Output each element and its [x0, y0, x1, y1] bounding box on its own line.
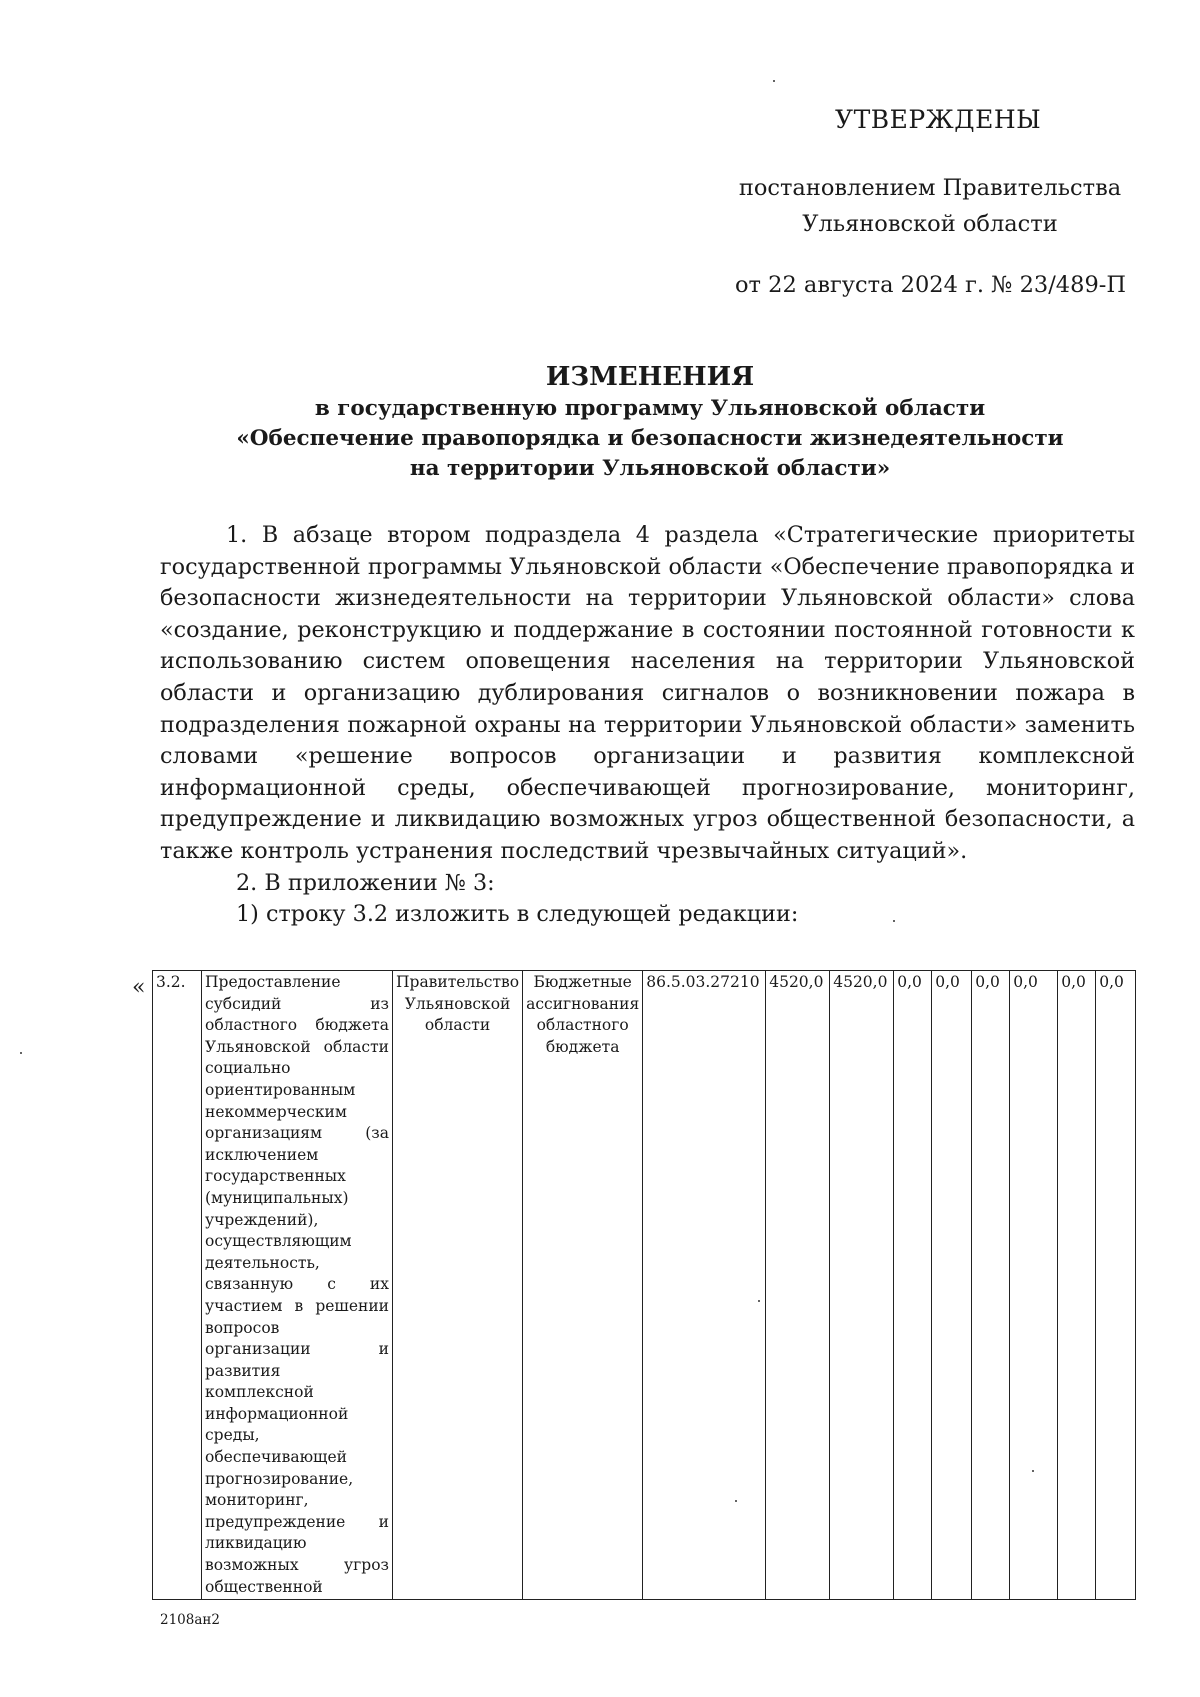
title-line-3: на территории Ульяновской области» [409, 456, 891, 481]
title-line-1: в государственную программу Ульяновской области [314, 396, 986, 421]
document-title [150, 360, 1150, 484]
row-value-year-6: 0,0 [1058, 971, 1096, 1600]
row-description: Предоставление субсидий из областного бюджета Ульяновской области социально ориентированным некоммерческим организациям (за исключением государственных (муниципальных) учреждений), осуществляющим деятельность, связанную с их участием в решении вопросов организации и развития комплексной информационной среды, обеспечивающей прогнозирование, мониторинг, предупреждение и ликвидацию возможных угроз общественной [202, 971, 393, 1600]
program-table [152, 970, 1136, 1600]
decree-line-2: Ульяновской области [802, 211, 1058, 237]
paragraph-1: 1. В абзаце втором подраздела 4 раздела «Стратегические приоритеты государственной программы Ульяновской области «Обеспечение правопорядка и безопасности жизнедеятельности на территории Ульяновской области» слова «создание, реконструкцию и поддержание в состоянии постоянной готовности к использованию систем оповещения населения на территории Ульяновской области и организацию дублирования сигналов о возникновении пожара в подразделения пожарной охраны на территории Ульяновской области» заменить словами «решение вопросов организации и развития комплексной информационной среды, обеспечивающей прогнозирование, мониторинг, предупреждение и ликвидацию возможных угроз общественной безопасности, а также контроль устранения последствий чрезвычайных ситуаций». [160, 522, 1135, 864]
row-organization: Правительство Ульяновской области [393, 971, 523, 1600]
row-value-year-7: 0,0 [1096, 971, 1136, 1600]
row-value-total: 4520,0 [766, 971, 830, 1600]
row-value-year-1: 4520,0 [830, 971, 894, 1600]
row-value-year-5: 0,0 [1010, 971, 1058, 1600]
row-value-year-3: 0,0 [932, 971, 972, 1600]
document-body [160, 520, 1135, 931]
scan-speck [773, 80, 775, 82]
row-value-year-4: 0,0 [972, 971, 1010, 1600]
title-main: ИЗМЕНЕНИЯ [545, 362, 755, 392]
row-funding-source: Бюджетные ассигнования областного бюджета [523, 971, 643, 1600]
row-budget-code: 86.5.03.27210 [643, 971, 766, 1600]
approval-stamp: УТВЕРЖДЕНЫ [835, 105, 1042, 134]
scan-speck [20, 1052, 22, 1054]
decree-line-1: постановлением Правительства [738, 175, 1122, 201]
document-code: 2108ан2 [160, 1612, 220, 1628]
table-row [153, 971, 1136, 1600]
decree-reference [730, 170, 1130, 242]
decree-date-number: от 22 августа 2024 г. № 23/489-П [735, 272, 1126, 298]
row-number: 3.2. [153, 971, 202, 1600]
row-value-year-2: 0,0 [894, 971, 932, 1600]
title-line-2: «Обеспечение правопорядка и безопасности жизнедеятельности [236, 426, 1064, 451]
paragraph-2: 2. В приложении № 3: [236, 869, 495, 896]
paragraph-3: 1) строку 3.2 изложить в следующей редакции: [236, 901, 799, 928]
table-open-quote: « [132, 975, 146, 1000]
